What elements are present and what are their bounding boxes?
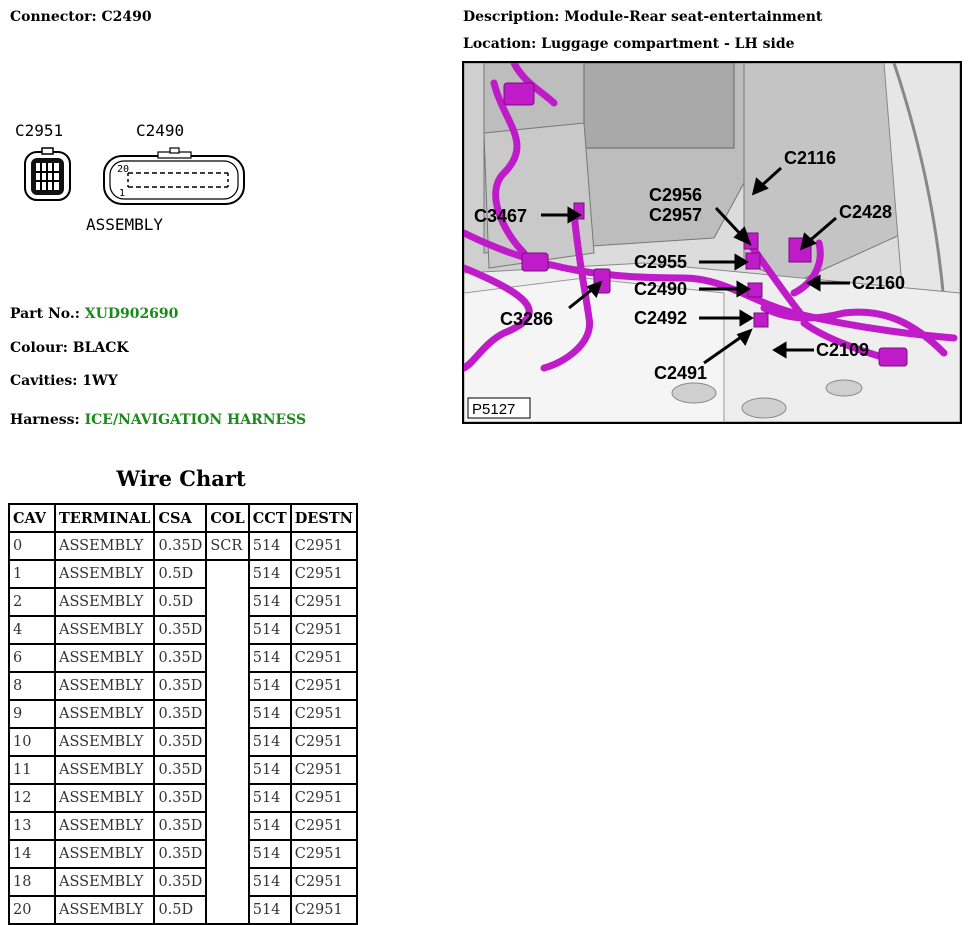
cavities-value: 1WY: [82, 373, 118, 389]
harness-label: Harness:: [10, 412, 80, 428]
figure-id: P5127: [472, 401, 516, 418]
c2490-label: C2490: [136, 121, 185, 140]
table-row: [10, 533, 356, 559]
colour-value: BLACK: [72, 340, 129, 356]
cell-csa: 0.35D: [155, 841, 205, 867]
table-row: [10, 757, 356, 783]
connector-value: C2490: [101, 9, 152, 25]
cell-cct: 514: [250, 869, 290, 895]
pin-1-label: 1: [119, 188, 126, 199]
wire-chart-table: [8, 503, 358, 925]
cell-destn: C2951: [292, 701, 356, 727]
header-col: COL: [207, 505, 247, 531]
cell-csa: 0.35D: [155, 617, 205, 643]
harness-value[interactable]: ICE/NAVIGATION HARNESS: [84, 412, 307, 428]
location-label: Location:: [463, 36, 537, 52]
description-heading: [463, 9, 822, 25]
part-label: Part No.:: [10, 306, 80, 322]
cell-cct: 514: [250, 589, 290, 615]
location-heading: [463, 36, 795, 52]
callout-c2492: C2492: [634, 308, 688, 328]
cell-csa: 0.35D: [155, 757, 205, 783]
cell-destn: C2951: [292, 869, 356, 895]
connector-heading: [10, 9, 152, 25]
table-row: [10, 701, 356, 727]
cell-terminal: ASSEMBLY: [56, 813, 153, 839]
assembly-label: ASSEMBLY: [86, 215, 164, 234]
callout-c2956: C2956: [649, 185, 703, 205]
table-row: [10, 813, 356, 839]
table-row: [10, 589, 356, 615]
cell-csa: 0.35D: [155, 785, 205, 811]
cell-destn: C2951: [292, 757, 356, 783]
cell-csa: 0.35D: [155, 729, 205, 755]
cell-cav: 13: [10, 813, 54, 839]
callout-c2109: C2109: [816, 340, 870, 360]
cell-cct: 514: [250, 645, 290, 671]
cell-terminal: ASSEMBLY: [56, 897, 153, 923]
wire-chart-title: Wire Chart: [116, 466, 246, 491]
cell-csa: 0.5D: [155, 897, 205, 923]
pin-20-label: 20: [117, 164, 130, 175]
cell-col: [207, 561, 247, 923]
cell-terminal: ASSEMBLY: [56, 701, 153, 727]
header-cct: CCT: [250, 505, 290, 531]
cell-csa: 0.35D: [155, 813, 205, 839]
cell-csa: 0.35D: [155, 673, 205, 699]
description-value: Module-Rear seat-entertainment: [564, 9, 823, 25]
cavities: [10, 373, 118, 389]
cell-cav: 1: [10, 561, 54, 587]
cell-destn: C2951: [292, 729, 356, 755]
header-destn: DESTN: [292, 505, 356, 531]
cell-terminal: ASSEMBLY: [56, 729, 153, 755]
callout-c2491: C2491: [654, 363, 708, 383]
c2951-label: C2951: [15, 121, 64, 140]
cell-cav: 9: [10, 701, 54, 727]
cell-terminal: ASSEMBLY: [56, 869, 153, 895]
cell-destn: C2951: [292, 561, 356, 587]
c2951-connector-drawing: [25, 148, 70, 200]
cell-csa: 0.35D: [155, 701, 205, 727]
cell-cav: 12: [10, 785, 54, 811]
cell-cct: 514: [250, 673, 290, 699]
cell-terminal: ASSEMBLY: [56, 589, 153, 615]
location-illustration: [462, 61, 962, 424]
header-cav: CAV: [10, 505, 54, 531]
cell-terminal: ASSEMBLY: [56, 561, 153, 587]
cell-cav: 18: [10, 869, 54, 895]
callout-c3286: C3286: [500, 309, 554, 329]
cell-cct: 514: [250, 897, 290, 923]
cell-csa: 0.35D: [155, 533, 205, 559]
cell-destn: C2951: [292, 617, 356, 643]
callout-c2428: C2428: [839, 202, 893, 222]
table-row: [10, 729, 356, 755]
cell-destn: C2951: [292, 589, 356, 615]
cell-cav: 6: [10, 645, 54, 671]
cell-cct: 514: [250, 813, 290, 839]
table-row: [10, 869, 356, 895]
cell-destn: C2951: [292, 897, 356, 923]
colour-label: Colour:: [10, 340, 68, 356]
callout-c2955: C2955: [634, 252, 688, 272]
cell-cav: 11: [10, 757, 54, 783]
cell-csa: 0.5D: [155, 561, 205, 587]
cell-csa: 0.35D: [155, 645, 205, 671]
cell-terminal: ASSEMBLY: [56, 533, 153, 559]
cell-col: SCR: [207, 533, 247, 559]
cell-destn: C2951: [292, 673, 356, 699]
cell-cav: 20: [10, 897, 54, 923]
cell-terminal: ASSEMBLY: [56, 617, 153, 643]
part-number: [10, 306, 178, 322]
cell-destn: C2951: [292, 533, 356, 559]
wire-chart-header-row: [10, 505, 356, 531]
cell-cct: 514: [250, 729, 290, 755]
colour: [10, 340, 129, 356]
cell-cct: 514: [250, 841, 290, 867]
cell-cct: 514: [250, 561, 290, 587]
table-row: [10, 673, 356, 699]
cell-cav: 4: [10, 617, 54, 643]
callout-c2160: C2160: [852, 273, 906, 293]
connector-label: Connector:: [10, 9, 97, 25]
callout-c2490: C2490: [634, 279, 688, 299]
cell-terminal: ASSEMBLY: [56, 785, 153, 811]
callout-c2957: C2957: [649, 205, 703, 225]
cell-cav: 2: [10, 589, 54, 615]
location-value: Luggage compartment - LH side: [541, 36, 795, 52]
callout-c2116: C2116: [784, 148, 837, 168]
cell-destn: C2951: [292, 841, 356, 867]
cell-cav: 8: [10, 673, 54, 699]
cell-cav: 10: [10, 729, 54, 755]
connector-diagram: [0, 110, 260, 240]
callout-c3467: C3467: [474, 206, 528, 226]
cell-terminal: ASSEMBLY: [56, 645, 153, 671]
cell-cct: 514: [250, 701, 290, 727]
harness: [10, 412, 306, 428]
cavities-label: Cavities:: [10, 373, 78, 389]
cell-csa: 0.5D: [155, 589, 205, 615]
cell-cav: 14: [10, 841, 54, 867]
table-row: [10, 561, 356, 587]
cell-destn: C2951: [292, 645, 356, 671]
table-row: [10, 645, 356, 671]
cell-csa: 0.35D: [155, 869, 205, 895]
table-row: [10, 841, 356, 867]
cell-cav: 0: [10, 533, 54, 559]
cell-cct: 514: [250, 785, 290, 811]
description-label: Description:: [463, 9, 560, 25]
header-terminal: TERMINAL: [56, 505, 153, 531]
cell-cct: 514: [250, 617, 290, 643]
cell-cct: 514: [250, 757, 290, 783]
table-row: [10, 785, 356, 811]
cell-destn: C2951: [292, 813, 356, 839]
part-value[interactable]: XUD902690: [84, 306, 179, 322]
cell-terminal: ASSEMBLY: [56, 841, 153, 867]
cell-destn: C2951: [292, 785, 356, 811]
table-row: [10, 897, 356, 923]
cell-terminal: ASSEMBLY: [56, 757, 153, 783]
header-csa: CSA: [155, 505, 205, 531]
cell-cct: 514: [250, 533, 290, 559]
table-row: [10, 617, 356, 643]
cell-terminal: ASSEMBLY: [56, 673, 153, 699]
